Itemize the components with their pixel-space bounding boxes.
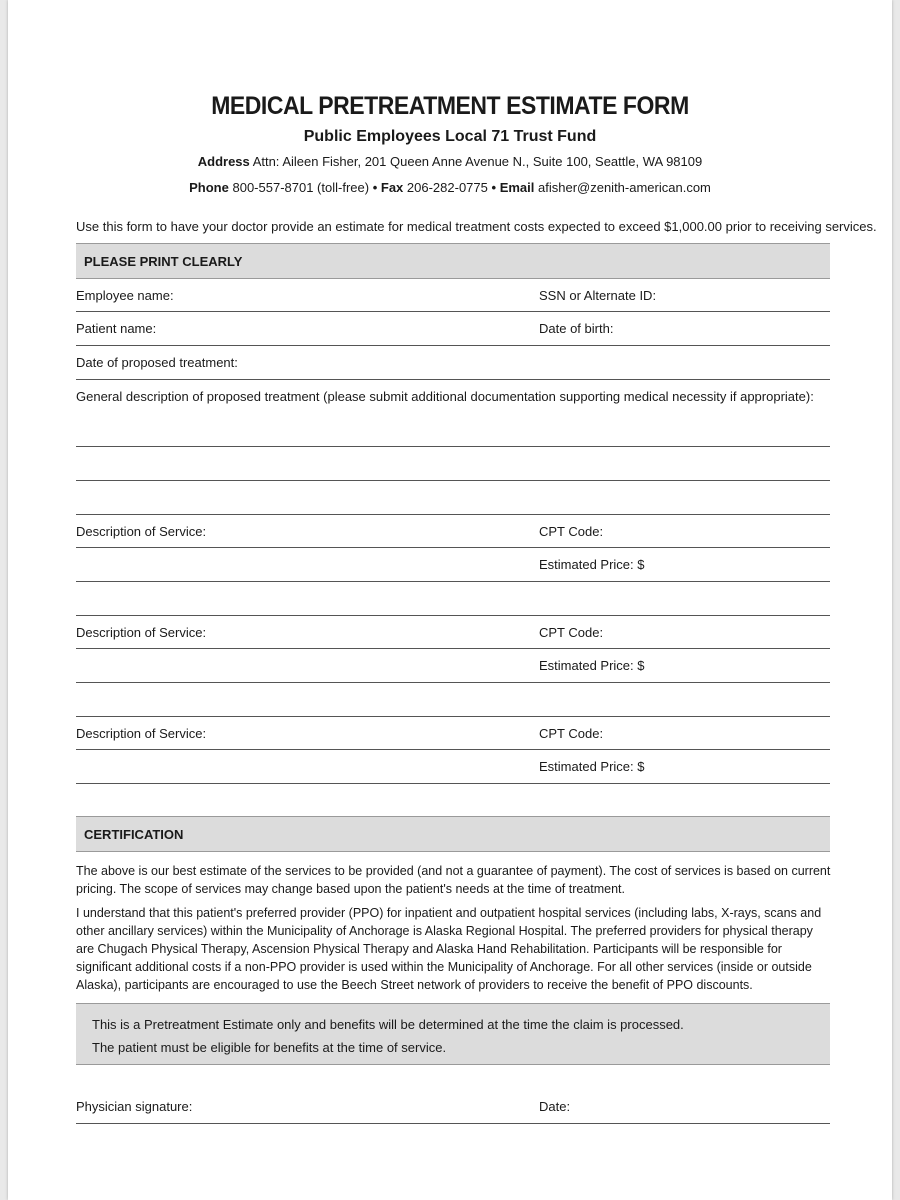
service-3-description-label: Description of Service: bbox=[76, 726, 207, 741]
service-2-price-label: Estimated Price: $ bbox=[539, 658, 645, 673]
address-label: Address bbox=[197, 154, 250, 169]
service-1-description-label: Description of Service: bbox=[76, 524, 207, 539]
service-3-line-1[interactable] bbox=[76, 749, 830, 750]
service-1-price-label: Estimated Price: $ bbox=[539, 557, 645, 572]
form-page bbox=[8, 0, 892, 1200]
patient-row-line[interactable] bbox=[76, 345, 830, 346]
service-3-line-2[interactable] bbox=[76, 783, 830, 784]
service-2-line-1[interactable] bbox=[76, 648, 830, 649]
signature-date-label: Date: bbox=[539, 1099, 571, 1114]
form-title: MEDICAL PRETREATMENT ESTIMATE FORM bbox=[211, 92, 689, 120]
bullet-2: • bbox=[491, 180, 497, 195]
proposed-date-label: Date of proposed treatment: bbox=[76, 355, 238, 370]
address-line bbox=[8, 154, 892, 169]
description-line-3[interactable] bbox=[76, 514, 830, 515]
notice-line-1: This is a Pretreatment Estimate only and benefits will be determined at the time the claim is processed. bbox=[92, 1017, 684, 1032]
patient-name-label: Patient name: bbox=[76, 321, 157, 336]
phone-value: 800-557-8701 (toll-free) bbox=[232, 180, 370, 195]
service-3-price-label: Estimated Price: $ bbox=[539, 759, 645, 774]
email-label: Email bbox=[499, 180, 535, 195]
fax-label: Fax bbox=[380, 180, 404, 195]
description-line-1[interactable] bbox=[76, 446, 830, 447]
service-1-line-3[interactable] bbox=[76, 615, 830, 616]
address-value: Attn: Aileen Fisher, 201 Queen Anne Avenue N., Suite 100, Seattle, WA 98109 bbox=[252, 154, 703, 169]
physician-signature-label: Physician signature: bbox=[76, 1099, 193, 1114]
certification-heading: CERTIFICATION bbox=[84, 827, 184, 842]
service-1-cpt-label: CPT Code: bbox=[539, 524, 604, 539]
notice-line-2: The patient must be eligible for benefits at the time of service. bbox=[92, 1040, 447, 1055]
bullet-1: • bbox=[372, 180, 378, 195]
email-value: afisher@zenith-american.com bbox=[538, 180, 711, 195]
certification-paragraph-1: The above is our best estimate of the services to be provided (and not a guarantee of payment). The cost of services is based on current pricing. The scope of services may change based upon the patient's needs at the time of treatment. bbox=[76, 864, 831, 896]
contact-line bbox=[8, 180, 892, 195]
service-2-cpt-label: CPT Code: bbox=[539, 625, 604, 640]
service-2-description-label: Description of Service: bbox=[76, 625, 207, 640]
description-line-2[interactable] bbox=[76, 480, 830, 481]
service-2-line-3[interactable] bbox=[76, 716, 830, 717]
service-1-line-1[interactable] bbox=[76, 547, 830, 548]
ssn-label: SSN or Alternate ID: bbox=[539, 288, 657, 303]
certification-band bbox=[76, 816, 830, 852]
employee-name-label: Employee name: bbox=[76, 288, 174, 303]
fax-value: 206-282-0775 bbox=[406, 180, 488, 195]
proposed-date-line[interactable] bbox=[76, 379, 830, 380]
service-2-line-2[interactable] bbox=[76, 682, 830, 683]
phone-label: Phone bbox=[189, 180, 229, 195]
pretreatment-notice-box bbox=[76, 1003, 830, 1065]
service-3-cpt-label: CPT Code: bbox=[539, 726, 604, 741]
service-1-line-2[interactable] bbox=[76, 581, 830, 582]
general-description-label: General description of proposed treatment (please submit additional documentation supporting medical necessity if appropriate): bbox=[76, 389, 814, 404]
dob-label: Date of birth: bbox=[539, 321, 614, 336]
form-subtitle: Public Employees Local 71 Trust Fund bbox=[303, 128, 597, 145]
print-clearly-heading: PLEASE PRINT CLEARLY bbox=[84, 254, 243, 269]
intro-text: Use this form to have your doctor provide an estimate for medical treatment costs expected to exceed $1,000.00 prior to receiving services. bbox=[76, 219, 877, 234]
print-clearly-band bbox=[76, 243, 830, 279]
signature-line[interactable] bbox=[76, 1123, 830, 1124]
employee-row-line[interactable] bbox=[76, 311, 830, 312]
certification-paragraph-2: I understand that this patient's preferred provider (PPO) for inpatient and outpatient hospital services (including labs, X-rays, scans and other ancillary services) within the Municipality of Anchorage is Alaska Regional Hospital. The preferred providers for physical therapy are Chugach Physical Therapy, Ascension Physical Therapy and Alaska Hand Rehabilitation. Participants will be responsible for significant additional costs if a non-PPO provider is used within the Municipality of Anchorage. For all other services (inside or outside Alaska), participants are encouraged to use the Beech Street network of providers to receive the benefit of PPO discounts. bbox=[76, 906, 822, 992]
